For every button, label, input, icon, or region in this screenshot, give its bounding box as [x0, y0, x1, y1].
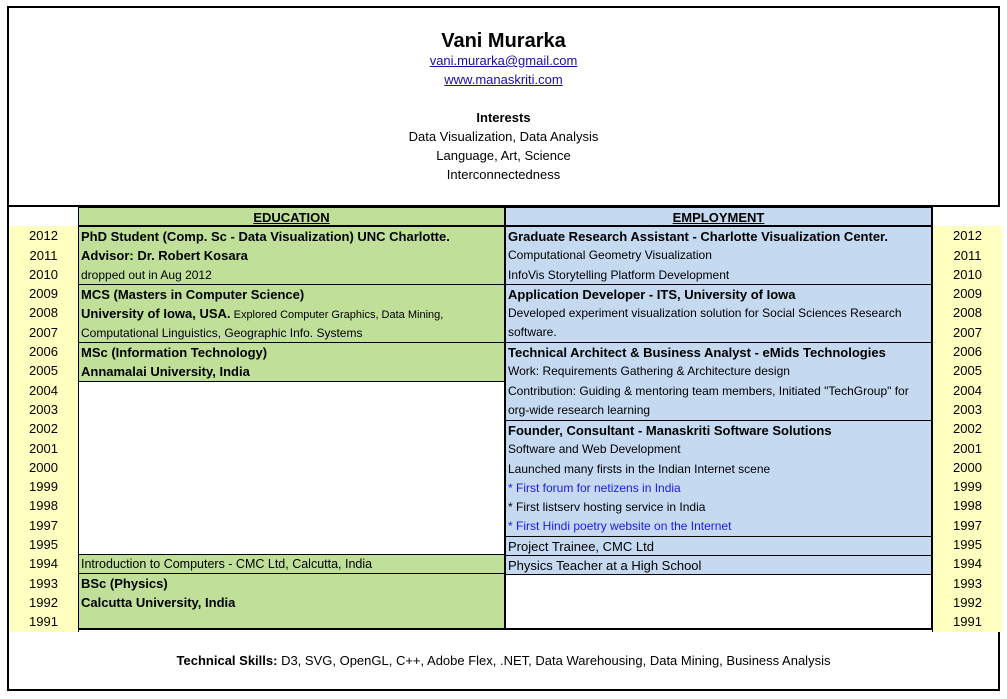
year-label: 2008: [932, 303, 1002, 322]
emp-teacher: Physics Teacher at a High School: [505, 555, 932, 575]
edu-empty: [78, 381, 505, 555]
year-label: 1999: [932, 477, 1002, 496]
year-label: 2006: [932, 342, 1002, 361]
year-label: 1991: [932, 612, 1002, 631]
year-label: 2012: [9, 226, 79, 245]
year-label: 2004: [9, 381, 79, 400]
year-label: 2000: [9, 458, 79, 477]
year-label: 1992: [9, 593, 79, 612]
year-label: 1994: [932, 554, 1002, 573]
year-label: 1998: [9, 496, 79, 515]
year-label: 2004: [932, 381, 1002, 400]
edu-bsc: BSc (Physics) Calcutta University, India: [78, 573, 505, 629]
year-label: 2011: [9, 246, 79, 265]
year-label: 1993: [9, 574, 79, 593]
interest-line: Interconnectedness: [446, 167, 561, 182]
email-link[interactable]: vani.murarka@gmail.com: [429, 53, 578, 68]
year-label: 1999: [9, 477, 79, 496]
year-label: 2009: [932, 284, 1002, 303]
year-label: 2007: [932, 323, 1002, 342]
year-label: 2010: [932, 265, 1002, 284]
interest-line: Data Visualization, Data Analysis: [408, 129, 599, 144]
year-label: 2001: [9, 439, 79, 458]
resume-sheet: [7, 6, 1000, 691]
year-label: 1997: [9, 516, 79, 535]
emp-empty: [505, 574, 932, 629]
timeline-table: [9, 205, 998, 630]
year-label: 2010: [9, 265, 79, 284]
year-label: 1998: [932, 496, 1002, 515]
edu-msc: MSc (Information Technology) Annamalai University, India: [78, 342, 505, 382]
year-label: 2005: [932, 361, 1002, 380]
employment-column: [505, 207, 932, 628]
year-label: 2007: [9, 323, 79, 342]
year-label: 2003: [9, 400, 79, 419]
year-label: 2000: [932, 458, 1002, 477]
emp-gra: Graduate Research Assistant - Charlotte Visualization Center. Computational Geometry Visualization InfoVis Storytelling Platform Development: [505, 226, 932, 285]
year-label: 2006: [9, 342, 79, 361]
emp-founder: Founder, Consultant - Manaskriti Software Solutions Software and Web Development Launched many firsts in the Indian Internet scene * First forum for netizens in India * First listserv hosting service in India * First Hindi poetry website on the Internet: [505, 420, 932, 537]
years-right: [932, 207, 1002, 632]
interests-heading: Interests: [476, 110, 531, 125]
year-label: 2008: [9, 303, 79, 322]
year-label: 2002: [9, 419, 79, 438]
interest-line: Language, Art, Science: [436, 148, 571, 163]
year-label: 1995: [932, 535, 1002, 554]
year-label: 1997: [932, 516, 1002, 535]
website-link[interactable]: www.manaskriti.com: [444, 72, 563, 87]
person-name: Vani Murarka: [441, 30, 566, 52]
emp-tech: Technical Architect & Business Analyst - eMids Technologies Work: Requirements Gathering & Architecture design Contribution: Guiding & mentoring team members, Initiated "TechGroup" for org-wide research learning: [505, 342, 932, 421]
education-heading: EDUCATION: [78, 207, 505, 226]
year-label: 2009: [9, 284, 79, 303]
year-label: 2003: [932, 400, 1002, 419]
year-label: 1991: [9, 612, 79, 631]
edu-mcs: MCS (Masters in Computer Science) University of Iowa, USA. Explored Computer Graphics, Data Mining, Computational Linguistics, Geographic Info. Systems: [78, 284, 505, 343]
emp-appdev: Application Developer - ITS, University of Iowa Developed experiment visualization solution for Social Sciences Research software.: [505, 284, 932, 343]
year-label: 1995: [9, 535, 79, 554]
year-label: 2005: [9, 361, 79, 380]
education-column: [78, 207, 505, 628]
emp-trainee: Project Trainee, CMC Ltd: [505, 536, 932, 556]
year-label: 1993: [932, 574, 1002, 593]
edu-phd: PhD Student (Comp. Sc - Data Visualization) UNC Charlotte. Advisor: Dr. Robert Kosara dropped out in Aug 2012: [78, 226, 505, 285]
year-label: 2012: [932, 226, 1002, 245]
edu-intro: Introduction to Computers - CMC Ltd, Calcutta, India: [78, 554, 505, 574]
year-label: 1994: [9, 554, 79, 573]
year-label: 2001: [932, 439, 1002, 458]
year-label: 1992: [932, 593, 1002, 612]
employment-heading: EMPLOYMENT: [505, 207, 932, 226]
year-label: 2011: [932, 246, 1002, 265]
years-left: [9, 207, 79, 632]
technical-skills: Technical Skills: D3, SVG, OpenGL, C++, Adobe Flex, .NET, Data Warehousing, Data Mining, Business Analysis: [176, 653, 831, 668]
year-label: 2002: [932, 419, 1002, 438]
